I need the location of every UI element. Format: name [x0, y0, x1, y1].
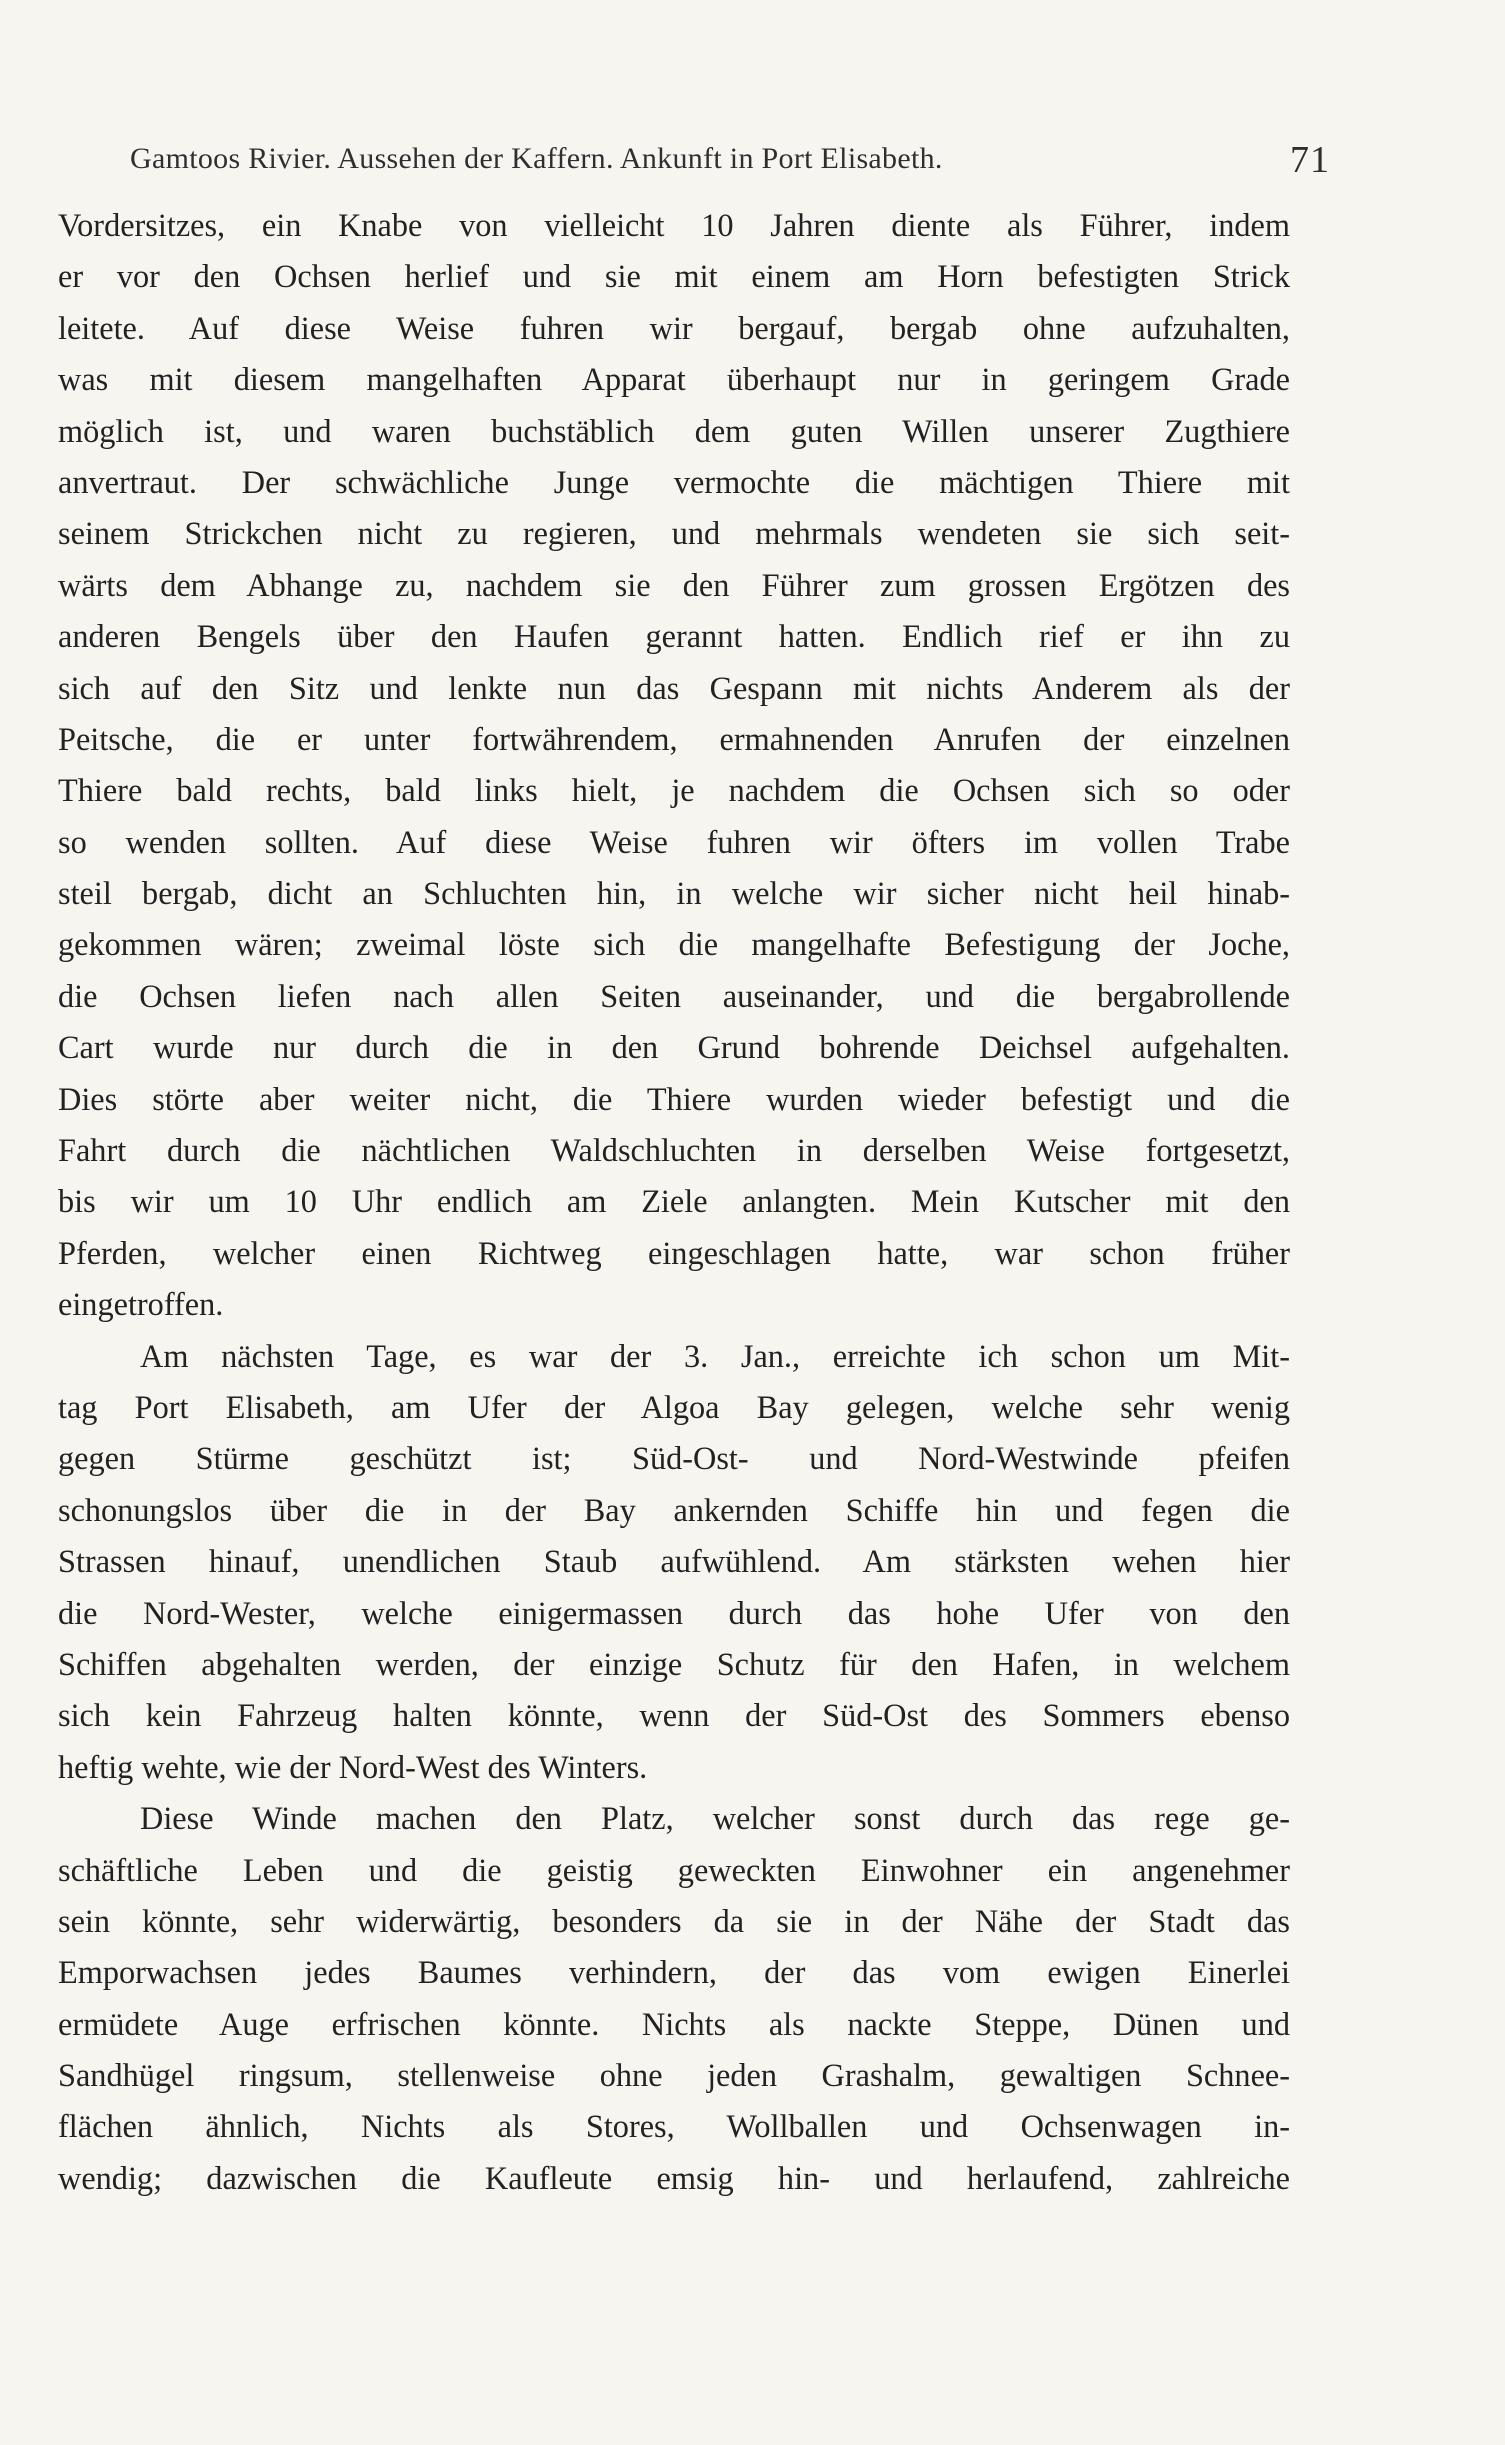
- text-line: so wenden sollten. Auf diese Weise fuhren wir öfters im vollen Trabe: [58, 823, 1290, 860]
- text-line: er vor den Ochsen herlief und sie mit einem am Horn befestigten Strick: [58, 258, 1290, 295]
- text-line: schäftliche Leben und die geistig geweckten Einwohner ein angenehmer: [58, 1851, 1290, 1888]
- paragraph-end-line: heftig wehte, wie der Nord-West des Winters.: [58, 1748, 648, 1785]
- text-line: flächen ähnlich, Nichts als Stores, Wollballen und Ochsenwagen in-: [58, 2108, 1290, 2145]
- text-line: Cart wurde nur durch die in den Grund bohrende Deichsel aufgehalten.: [58, 1029, 1290, 1066]
- text-line: sich auf den Sitz und lenkte nun das Gespann mit nichts Anderem als der: [58, 669, 1290, 706]
- text-line: steil bergab, dicht an Schluchten hin, in welche wir sicher nicht heil hinab-: [58, 875, 1290, 912]
- page-header: [130, 139, 1330, 188]
- text-line: Fahrt durch die nächtlichen Waldschluchten in derselben Weise fortgesetzt,: [58, 1132, 1290, 1169]
- paragraph-end-line: eingetroffen.: [58, 1286, 224, 1323]
- text-line: seinem Strickchen nicht zu regieren, und mehrmals wendeten sie sich seit-: [58, 515, 1290, 552]
- text-line: schonungslos über die in der Bay ankernden Schiffe hin und fegen die: [58, 1491, 1290, 1528]
- text-line: gegen Stürme geschützt ist; Süd-Ost- und Nord-Westwinde pfeifen: [58, 1440, 1290, 1477]
- text-line: Schiffen abgehalten werden, der einzige Schutz für den Hafen, in welchem: [58, 1645, 1290, 1682]
- text-line: anderen Bengels über den Haufen gerannt hatten. Endlich rief er ihn zu: [58, 618, 1290, 655]
- paragraph-start-line: Am nächsten Tage, es war der 3. Jan., erreichte ich schon um Mit-: [140, 1337, 1290, 1374]
- text-line: wendig; dazwischen die Kaufleute emsig hin- und herlaufend, zahlreiche: [58, 2159, 1290, 2196]
- body-text: [58, 200, 1290, 2204]
- page-number: 71: [1290, 139, 1330, 181]
- text-line: Vordersitzes, ein Knabe von vielleicht 10 Jahren diente als Führer, indem: [58, 207, 1290, 243]
- text-line: anvertraut. Der schwächliche Junge vermochte die mächtigen Thiere mit: [58, 463, 1290, 500]
- text-line: leitete. Auf diese Weise fuhren wir bergauf, bergab ohne aufzuhalten,: [58, 309, 1290, 346]
- text-line: tag Port Elisabeth, am Ufer der Algoa Bay gelegen, welche sehr wenig: [58, 1388, 1290, 1425]
- text-line: Emporwachsen jedes Baumes verhindern, der das vom ewigen Einerlei: [58, 1954, 1290, 1991]
- text-line: ermüdete Auge erfrischen könnte. Nichts als nackte Steppe, Dünen und: [58, 2005, 1290, 2042]
- paragraph-start-line: Diese Winde machen den Platz, welcher sonst durch das rege ge-: [140, 1800, 1290, 1837]
- text-line: Thiere bald rechts, bald links hielt, je nachdem die Ochsen sich so oder: [58, 772, 1290, 809]
- text-line: was mit diesem mangelhaften Apparat überhaupt nur in geringem Grade: [58, 361, 1290, 398]
- text-line: Strassen hinauf, unendlichen Staub aufwühlend. Am stärksten wehen hier: [58, 1543, 1290, 1580]
- text-line: Pferden, welcher einen Richtweg eingeschlagen hatte, war schon früher: [58, 1234, 1290, 1271]
- text-line: bis wir um 10 Uhr endlich am Ziele anlangten. Mein Kutscher mit den: [58, 1183, 1290, 1220]
- text-line: Peitsche, die er unter fortwährendem, ermahnenden Anrufen der einzelnen: [58, 720, 1290, 757]
- text-line: möglich ist, und waren buchstäblich dem guten Willen unserer Zugthiere: [58, 412, 1290, 449]
- text-line: die Nord-Wester, welche einigermassen durch das hohe Ufer von den: [58, 1594, 1290, 1631]
- running-head: Gamtoos Rivier. Aussehen der Kaffern. Ankunft in Port Elisabeth.: [130, 142, 943, 175]
- text-line: sein könnte, sehr widerwärtig, besonders da sie in der Nähe der Stadt das: [58, 1902, 1290, 1939]
- text-line: Dies störte aber weiter nicht, die Thiere wurden wieder befestigt und die: [58, 1080, 1290, 1117]
- text-line: Sandhügel ringsum, stellenweise ohne jeden Grashalm, gewaltigen Schnee-: [58, 2057, 1290, 2094]
- text-line: sich kein Fahrzeug halten könnte, wenn der Süd-Ost des Sommers ebenso: [58, 1697, 1290, 1734]
- text-line: die Ochsen liefen nach allen Seiten auseinander, und die bergabrollende: [58, 977, 1290, 1014]
- text-line: wärts dem Abhange zu, nachdem sie den Führer zum grossen Ergötzen des: [58, 566, 1290, 603]
- text-line: gekommen wären; zweimal löste sich die mangelhafte Befestigung der Joche,: [58, 926, 1290, 963]
